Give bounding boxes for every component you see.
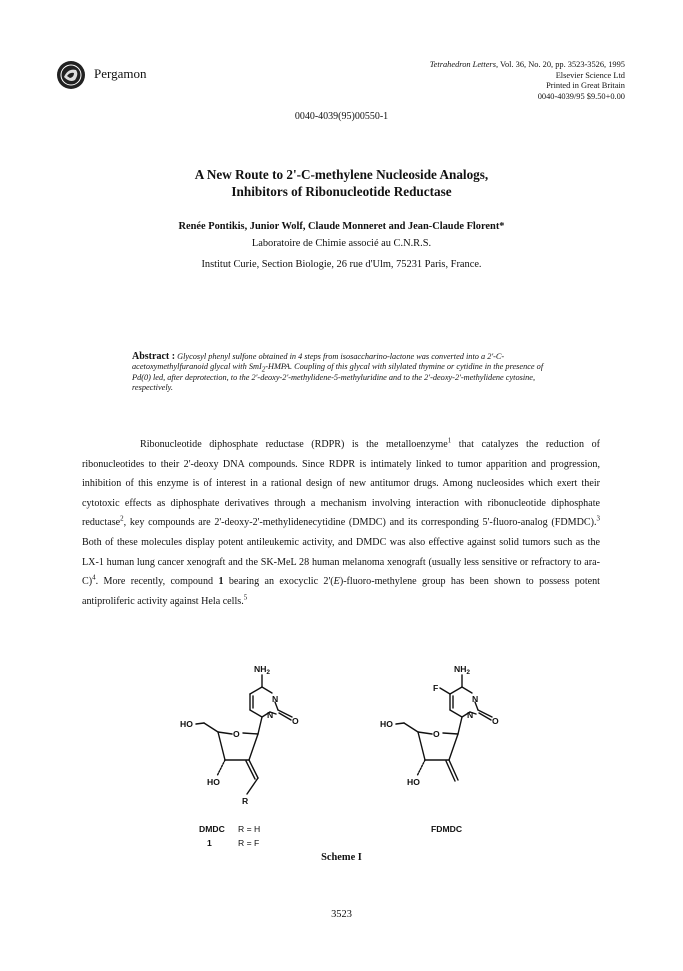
article-code: 0040-4039(95)00550-1 — [294, 111, 389, 122]
compound-1-r-def: R = F — [238, 838, 260, 848]
ref-3[interactable]: 3 — [596, 515, 600, 524]
affiliation-line-2: Institut Curie, Section Biologie, 26 rue d'Ulm, 75231 Paris, France. — [201, 259, 482, 270]
journal-name: Tetrahedron Letters, — [429, 60, 499, 69]
journal-line-3: Printed in Great Britain — [546, 81, 625, 90]
paper-title — [0, 166, 683, 200]
journal-line-2: Elsevier Science Ltd — [555, 70, 625, 80]
fdmdc-structure — [396, 675, 492, 781]
pergamon-logo — [56, 60, 86, 90]
body-text-5: . More recently, compound — [95, 576, 219, 588]
abstract-subscript: 2 — [261, 365, 266, 374]
fdmdc-carbonyl-o: O — [492, 716, 499, 726]
abstract-text-a: Glycosyl phenyl sulfone obtained in 4 steps from isosaccharino-lactone was converted into a 2'-C-acetoxymethylfuranoid glycal with SmI — [132, 352, 505, 372]
fdmdc-fluorine: F — [433, 683, 439, 693]
scheme-caption: Scheme I — [321, 852, 362, 863]
journal-line-4: 0040-4039/95 $9.50+0.00 — [537, 91, 625, 101]
body-paragraph — [82, 435, 600, 611]
ref-2[interactable]: 2 — [120, 515, 124, 524]
publisher-name: Pergamon — [94, 66, 147, 81]
dmdc-n1: N — [267, 710, 274, 720]
title-line-1: A New Route to 2'-C-methylene Nucleoside Analogs, — [194, 167, 489, 182]
title-line-2: Inhibitors of Ribonucleotide Reductase — [231, 184, 452, 199]
body-text-4: Both of these molecules display potent antileukemic activity, and DMDC was also effective against solid tumors such as the LX-1 human lung cancer xenograft and the SK-MeL 28 human melanoma xenograft (usually less sensitive or refractory to ara-C) — [82, 536, 600, 588]
fdmdc-label: FDMDC — [431, 824, 463, 834]
abstract — [132, 352, 562, 393]
body-text-1: Ribonucleotide diphosphate reductase (RDPR) is the metalloenzyme — [140, 439, 448, 450]
ref-5[interactable]: 5 — [243, 593, 248, 602]
abstract-text-b: -HMPA. Coupling of this glycal with silylated thymine or cytidine in the presence of Pd(0) led, after deprotection, to the 2'-deoxy-2'-methylidene-5-methyluridine and to the 2'-deoxy-2'-methylidene cytosine, respectively. — [132, 362, 544, 392]
dmdc-carbonyl-o: O — [292, 716, 299, 726]
fdmdc-n3: N — [472, 694, 479, 704]
abstract-label: Abstract : — [132, 351, 176, 362]
page-number: 3523 — [331, 909, 352, 920]
dmdc-r: R — [242, 796, 249, 806]
journal-citation — [430, 60, 625, 102]
ref-1[interactable]: 1 — [447, 436, 452, 445]
dmdc-5-ho: HO — [180, 719, 193, 729]
dmdc-nh2: $NH_2$ — [254, 664, 271, 676]
journal-volume: Vol. 36, No. 20, pp. 3523-3526, 1995 — [498, 60, 625, 69]
ref-4[interactable]: 4 — [92, 573, 96, 582]
dmdc-r-def: R = H — [238, 824, 261, 834]
fdmdc-ring-o: O — [433, 729, 440, 739]
affiliation-line-1: Laboratoire de Chimie associé au C.N.R.S. — [251, 238, 432, 249]
body-text-2: that catalyzes the reduction of ribonucleotides to their 2'-deoxy DNA compounds. Since RDPR is intimately linked to tumor apparition and progression, inhibition of this enzyme is of interest in a rational design of new antitumor drugs. Among nucleosides which exert their cytotoxic effects as diphosphate derivatives through a mechanism involving interaction with ribonucleotide diphosphate reductase — [82, 439, 600, 529]
body-text-7: )-fluoro-methylene group has been shown to possess potent antiproliferic activity against Hela cells. — [82, 576, 600, 607]
dmdc-3-ho: HO — [207, 777, 220, 787]
fdmdc-5-ho: HO — [380, 719, 393, 729]
compound-1-label: 1 — [207, 838, 212, 848]
dmdc-label: DMDC — [199, 824, 225, 834]
fdmdc-nh2: $NH_2$ — [454, 664, 471, 676]
fdmdc-3-ho: HO — [407, 777, 420, 787]
author-list: Renée Pontikis, Junior Wolf, Claude Monneret and Jean-Claude Florent* — [178, 221, 505, 232]
body-text-6: bearing an exocyclic 2'( — [223, 576, 334, 588]
intro-paragraph — [82, 435, 600, 611]
fdmdc-n1: N — [467, 710, 474, 720]
body-text-3: , key compounds are 2'-deoxy-2'-methylidenecytidine (DMDC) and its corresponding 5'-fluoro-analog (FDMDC). — [123, 517, 597, 529]
dmdc-ring-o: O — [233, 729, 240, 739]
scheme-1-structures — [0, 660, 683, 850]
stereo-e: E — [333, 576, 340, 588]
compound-1-ref: 1 — [218, 576, 224, 588]
dmdc-n3: N — [272, 694, 279, 704]
journal-line-1 — [430, 60, 625, 71]
